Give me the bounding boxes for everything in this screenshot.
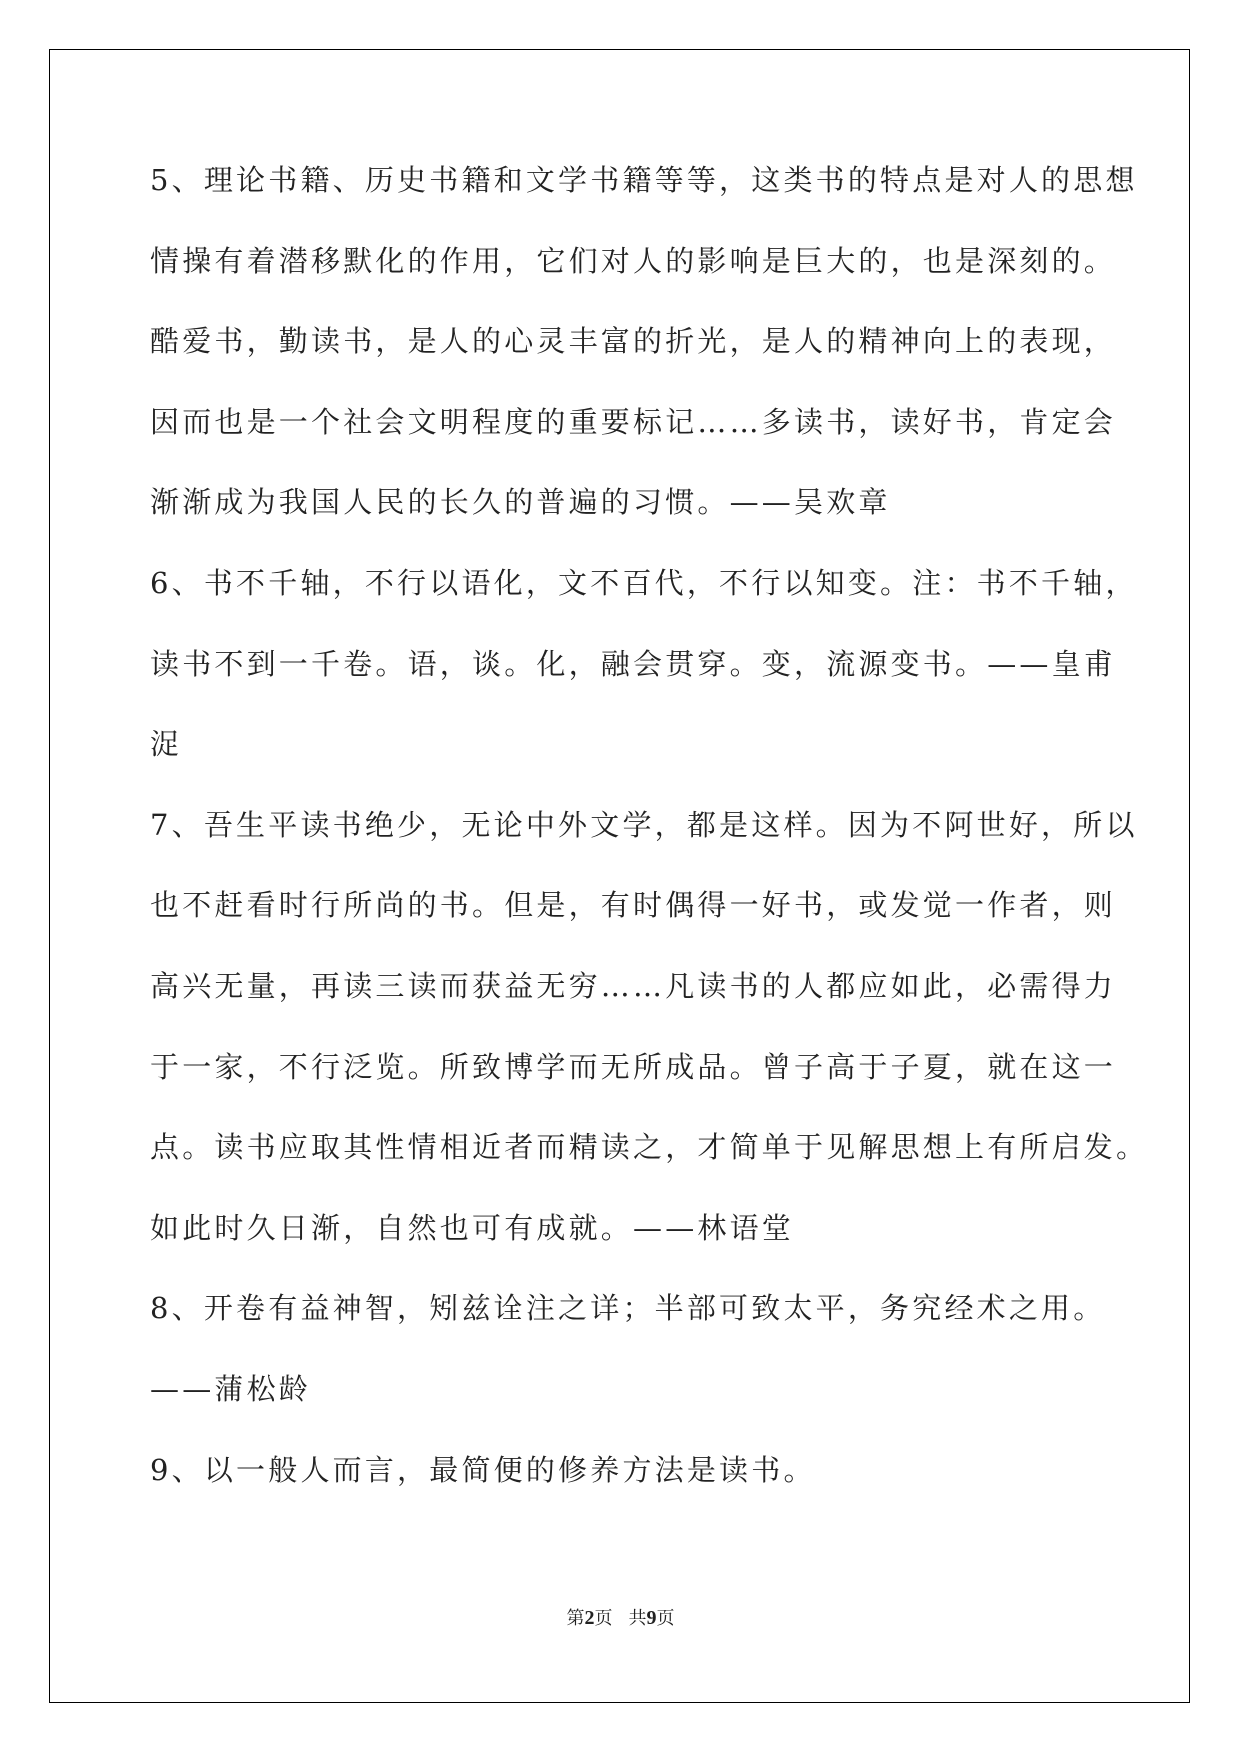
text-line: 7、吾生平读书绝少，无论中外文学，都是这样。因为不阿世好，所以 <box>150 807 1138 842</box>
text-line: 于一家，不行泛览。所致博学而无所成品。曾子高于子夏，就在这一 <box>150 1049 1117 1084</box>
current-page: 2 <box>584 1607 595 1629</box>
total-suffix: 页 <box>656 1608 675 1629</box>
total-pages: 9 <box>646 1607 657 1629</box>
text-line: 高兴无量，再读三读而获益无穷……凡读书的人都应如此，必需得力 <box>150 968 1117 1003</box>
page-prefix: 第 <box>566 1608 585 1629</box>
text-line: 渐渐成为我国人民的长久的普遍的习惯。——吴欢章 <box>150 485 891 520</box>
page-total <box>629 1608 675 1629</box>
text-line: 情操有着潜移默化的作用，它们对人的影响是巨大的，也是深刻的。 <box>150 243 1117 278</box>
text-line: 8、开卷有益神智，矧兹诠注之详；半部可致太平，务究经术之用。 <box>150 1291 1106 1326</box>
text-line: 5、理论书籍、历史书籍和文学书籍等等，这类书的特点是对人的思想 <box>150 163 1138 197</box>
text-line: 如此时久日渐，自然也可有成就。——林语堂 <box>150 1210 795 1245</box>
text-line: 6、书不千轴，不行以语化，文不百代，不行以知变。注：书不千轴， <box>150 565 1138 600</box>
text-line: 9、以一般人而言，最简便的修养方法是读书。 <box>150 1452 816 1487</box>
text-line: 浞 <box>150 727 183 762</box>
page-number <box>567 1608 613 1629</box>
text-line: 因而也是一个社会文明程度的重要标记……多读书，读好书，肯定会 <box>150 404 1117 439</box>
text-line: 读书不到一千卷。语，谈。化，融会贯穿。变，流源变书。——皇甫 <box>150 646 1117 681</box>
text-line: 也不赶看时行所尚的书。但是，有时偶得一好书，或发觉一作者，则 <box>150 888 1117 923</box>
document-body <box>150 160 1149 1530</box>
page-suffix: 页 <box>594 1608 613 1629</box>
page-footer <box>0 1604 1241 1630</box>
total-prefix: 共 <box>628 1608 647 1629</box>
text-line: 点。读书应取其性情相近者而精读之，才简单于见解思想上有所启发。 <box>150 1130 1149 1165</box>
text-line: ——蒲松龄 <box>150 1371 312 1406</box>
text-line: 酷爱书，勤读书，是人的心灵丰富的折光，是人的精神向上的表现， <box>150 324 1117 359</box>
